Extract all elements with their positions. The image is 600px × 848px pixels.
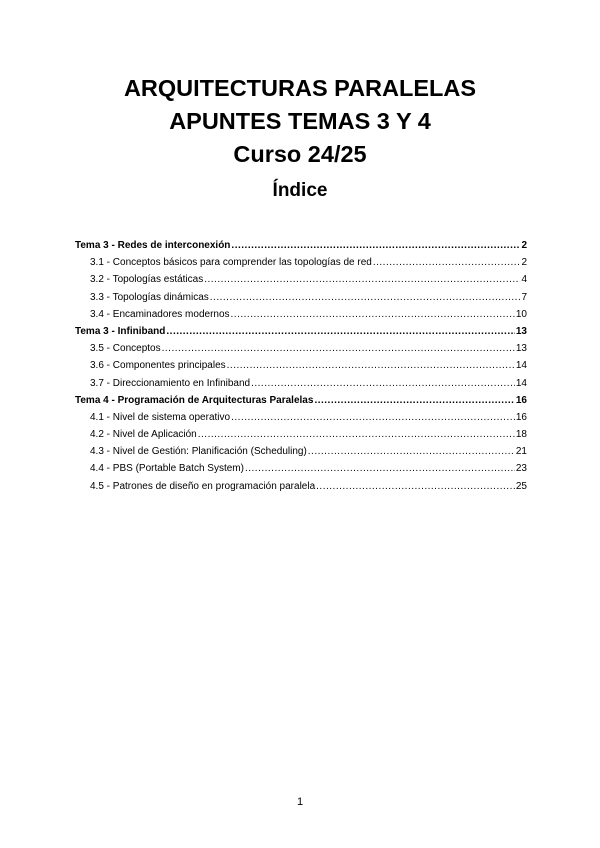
toc-dot-leader	[231, 309, 515, 320]
toc-entry-title: 3.2 - Topologías estáticas	[90, 274, 204, 286]
toc-entry-page: 16	[515, 411, 527, 423]
toc-entry-page: 23	[515, 463, 527, 475]
toc-entry-title: 4.1 - Nivel de sistema operativo	[90, 411, 231, 423]
toc-entry-title: 3.4 - Encaminadores modernos	[90, 308, 230, 320]
toc-dot-leader	[373, 257, 521, 268]
toc-dot-leader	[308, 446, 515, 457]
toc-section-entry[interactable]	[75, 481, 527, 498]
toc-entry-title: 4.5 - Patrones de diseño en programación paralela	[90, 480, 316, 492]
toc-entry-title: 3.6 - Componentes principales	[90, 360, 226, 372]
toc-entry-title: Tema 3 - Redes de interconexión	[75, 240, 231, 251]
toc-entry-page: 18	[515, 429, 527, 441]
toc-entry-page: 14	[515, 360, 527, 372]
toc-dot-leader	[210, 292, 521, 303]
toc-entry-title: 4.4 - PBS (Portable Batch System)	[90, 463, 244, 475]
toc-section-entry[interactable]	[75, 274, 527, 291]
toc-dot-leader	[316, 481, 515, 492]
toc-dot-leader	[231, 412, 515, 423]
toc-entry-page: 14	[515, 377, 527, 389]
toc-entry-title: Tema 4 - Programación de Arquitecturas Paralelas	[75, 394, 314, 406]
toc-section-entry[interactable]	[75, 343, 527, 360]
toc-section-entry[interactable]	[75, 378, 527, 395]
toc-entry-title: 3.7 - Direccionamiento en Infiniband	[90, 377, 251, 389]
toc-dot-leader	[251, 378, 515, 389]
toc-entry-page: 13	[515, 343, 527, 355]
course-year: Curso 24/25	[233, 141, 367, 167]
toc-entry-page: 16	[515, 394, 527, 406]
toc-section-entry[interactable]	[75, 257, 527, 274]
toc-chapter-entry[interactable]	[75, 395, 527, 412]
index-heading: Índice	[272, 180, 328, 201]
toc-chapter-entry[interactable]	[75, 240, 527, 257]
toc-entry-title: 3.1 - Conceptos básicos para comprender las topologías de red	[90, 257, 372, 269]
toc-entry-page: 21	[515, 446, 527, 458]
toc-section-entry[interactable]	[75, 309, 527, 326]
toc-dot-leader	[314, 395, 514, 406]
toc-section-entry[interactable]	[75, 360, 527, 377]
toc-entry-page: 13	[515, 325, 527, 337]
toc-entry-title: 3.3 - Topologías dinámicas	[90, 291, 209, 303]
toc-section-entry[interactable]	[75, 446, 527, 463]
toc-dot-leader	[162, 343, 515, 354]
toc-entry-title: 3.5 - Conceptos	[90, 343, 161, 355]
toc-dot-leader	[166, 326, 514, 337]
toc-section-entry[interactable]	[75, 463, 527, 480]
toc-section-entry[interactable]	[75, 412, 527, 429]
toc-section-entry[interactable]	[75, 429, 527, 446]
toc-section-entry[interactable]	[75, 292, 527, 309]
toc-entry-title: 4.3 - Nivel de Gestión: Planificación (Scheduling)	[90, 446, 307, 458]
toc-entry-page: 7	[521, 291, 527, 303]
document-subtitle: APUNTES TEMAS 3 Y 4	[169, 108, 431, 134]
toc-entry-title: 4.2 - Nivel de Aplicación	[90, 429, 197, 441]
toc-dot-leader	[227, 360, 515, 371]
toc-dot-leader	[204, 274, 520, 285]
toc-entry-page: 10	[515, 308, 527, 320]
toc-dot-leader	[245, 463, 515, 474]
toc-dot-leader	[231, 240, 520, 251]
toc-entry-page: 25	[515, 480, 527, 492]
page-number: 1	[296, 796, 304, 808]
toc-entry-title: Tema 3 - Infiniband	[75, 325, 166, 337]
toc-entry-page: 2	[521, 240, 527, 251]
toc-entry-page: 4	[521, 274, 527, 286]
document-title: ARQUITECTURAS PARALELAS	[123, 75, 477, 101]
toc-entry-page: 2	[521, 257, 527, 269]
toc-dot-leader	[198, 429, 515, 440]
title-block	[0, 72, 600, 203]
toc-chapter-entry[interactable]	[75, 326, 527, 343]
table-of-contents	[75, 240, 527, 498]
